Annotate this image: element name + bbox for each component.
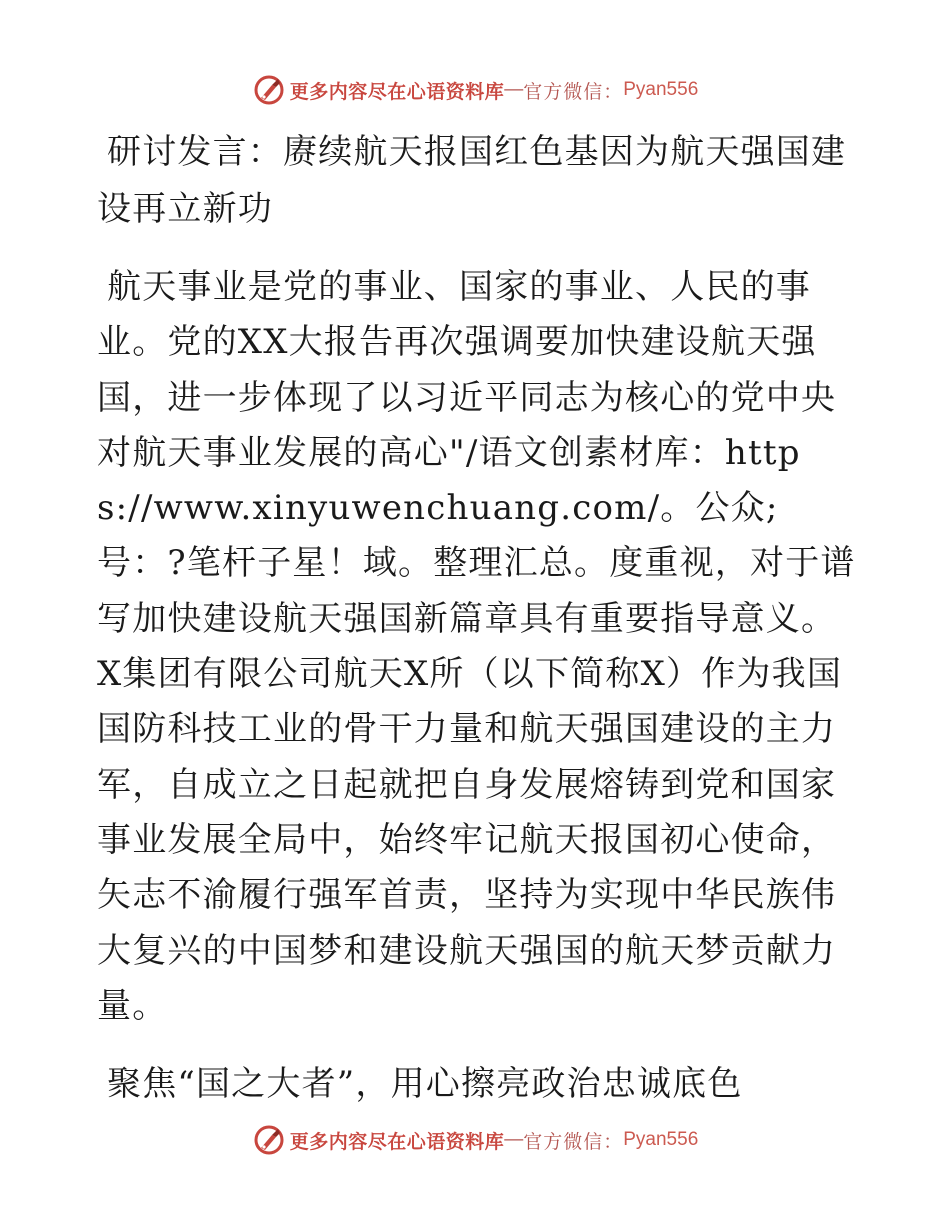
banner-separator: — [504, 79, 524, 100]
banner-separator: — [504, 1129, 524, 1150]
banner-brand: 更多内容尽在心语资料库 [289, 81, 505, 103]
pen-nib-logo-icon [252, 73, 286, 107]
section-heading: 聚焦“国之大者”，用心擦亮政治忠诚底色 [107, 1064, 743, 1105]
banner-label: 官方微信： [523, 1131, 624, 1153]
banner-brand: 更多内容尽在心语资料库 [289, 1131, 505, 1153]
document-title: 研讨发言：赓续航天报国红色基因为航天强国建设再立新功 [97, 132, 847, 229]
document-body [97, 124, 857, 1113]
banner-label: 官方微信： [523, 81, 624, 103]
banner-wechat-id: Pyan556 [623, 79, 699, 100]
footer-banner [0, 1120, 950, 1160]
body-paragraph: 航天事业是党的事业、国家的事业、人民的事业。党的XX大报告再次强调要加快建设航天强国，进一步体现了以习近平同志为核心的党中央对航天事业发展的高心"/语文创素材库：https://www.xinyuwenchuang.com/。公众;号：?笔杆子星！域。整理汇总。度重视，对于谱写加快建设航天强国新篇章具有重要指导意义。X集团有限公司航天X所（以下简称X）作为我国国防科技工业的骨干力量和航天强国建设的主力军，自成立之日起就把自身发展熔铸到党和国家事业发展全局中，始终牢记航天报国初心使命，矢志不渝履行强军首责，坚持为实现中华民族伟大复兴的中国梦和建设航天强国的航天梦贡献力量。 [97, 267, 856, 1026]
pen-nib-logo-icon [252, 1123, 286, 1157]
header-banner [0, 70, 950, 110]
banner-wechat-id: Pyan556 [623, 1129, 699, 1150]
